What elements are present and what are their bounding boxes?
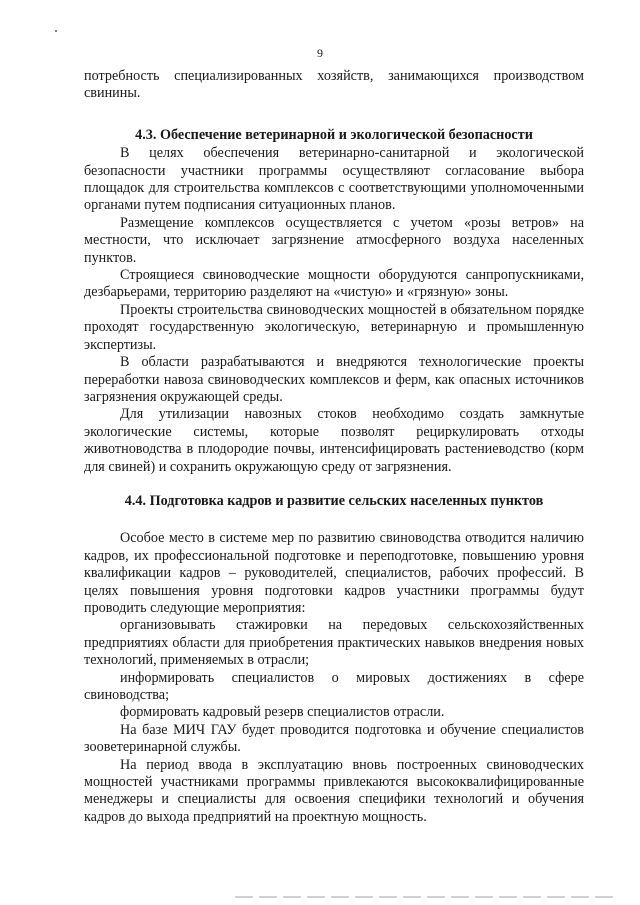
section-4-3-paragraph: Проекты строительства свиноводческих мощностей в обязательном порядке проходят государственную экологическую, ветеринарную и промышленную экспертизы. [84,301,584,353]
section-4-4-paragraph: На период ввода в эксплуатацию вновь построенных свиноводческих мощностей участниками программы привлекаются высококвалифицированные менеджеры и специалисты для освоения специфики технологий и обучения кадров до выхода предприятий на проектную мощность. [84,756,584,825]
section-4-3-paragraph: Размещение комплексов осуществляется с учетом «розы ветров» на местности, что исключает загрязнение атмосферного воздуха населенных пунктов. [84,214,584,266]
section-4-4-paragraph: организовывать стажировки на передовых сельскохозяйственных предприятиях области для приобретения практических навыков внедрения новых технологий, применяемых в отрасли; [84,617,584,669]
section-4-4-paragraph: Особое место в системе мер по развитию свиноводства отводится наличию кадров, их профессиональной подготовке и переподготовке, повышению уровня квалификации кадров – руководителей, специалистов, рабочих профессий. В целях повышения уровня подготовки кадров участники программы будут проводить следующие мероприятия: [84,530,584,616]
section-4-4-paragraph: формировать кадровый резерв специалистов отрасли. [120,704,445,721]
section-4-4-paragraph: информировать специалистов о мировых достижениях в сфере свиноводства; [84,669,584,703]
page-footer-rule [235,896,615,898]
section-4-3-heading: 4.3. Обеспечение ветеринарной и экологической безопасности [135,126,533,143]
intro-paragraph: потребность специализированных хозяйств, занимающихся производством свинины. [84,68,584,102]
section-4-4-paragraph: На базе МИЧ ГАУ будет проводится подготовка и обучение специалистов зооветеринарной службы. [84,721,584,756]
section-4-3-paragraph: Для утилизации навозных стоков необходимо создать замкнутые экологические системы, которые позволят рециркулировать отходы животноводства в плодородие почвы, интенсифицировать растениеводство (корм для свиней) и сохранить окружающую среду от загрязнения. [84,406,584,475]
scan-speck [55,30,57,32]
document-body [84,68,584,826]
section-4-4-heading: 4.4. Подготовка кадров и развитие сельских населенных пунктов [124,492,544,509]
section-4-3-paragraph: В области разрабатываются и внедряются технологические проекты переработки навоза свиноводческих комплексов и ферм, как опасных источников загрязнения окружающей среды. [84,354,584,405]
page-number: 9 [317,46,323,60]
section-4-3-paragraph: В целях обеспечения ветеринарно-санитарной и экологической безопасности участники программы осуществляют согласование выбора площадок для строительства комплексов с соответствующими уполномоченными органами путем подписания ситуационных планов. [84,145,584,214]
section-4-3-paragraph: Строящиеся свиноводческие мощности оборудуются санпропускниками, дезбарьерами, территорию разделяют на «чистую» и «грязную» зоны. [84,267,584,301]
